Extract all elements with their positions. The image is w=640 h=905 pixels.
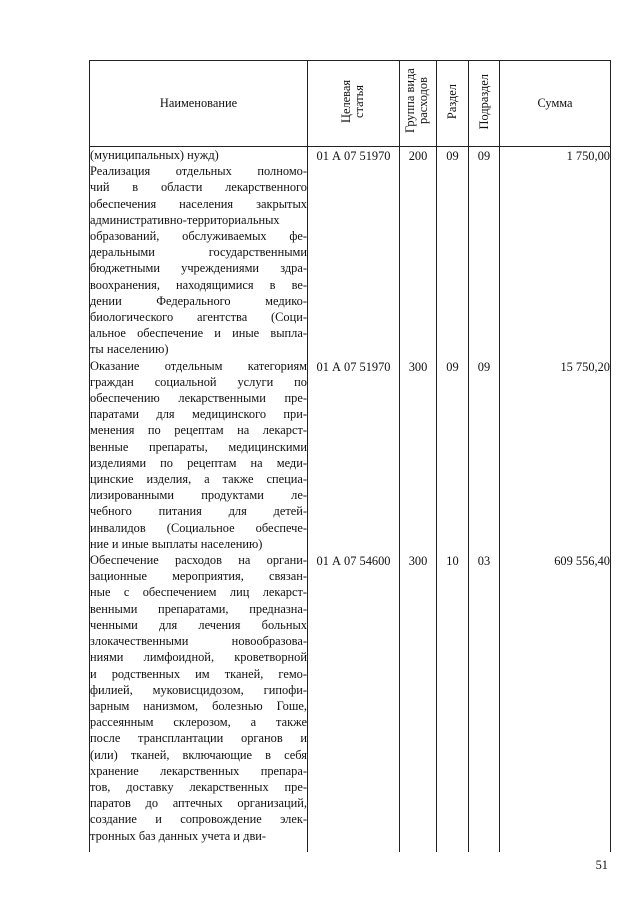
- row-subsection: 09: [469, 358, 500, 552]
- row-name-line: образований, обслуживаемых фе-: [90, 229, 307, 244]
- row-name-line: (или) тканей, включающие в себя: [90, 747, 307, 762]
- header-sum: Сумма: [500, 61, 611, 147]
- row-group: 300: [400, 358, 437, 552]
- row-section: 09: [437, 358, 469, 552]
- row-name-line: после трансплантации органов и: [90, 731, 307, 746]
- row-section: 10: [437, 552, 469, 844]
- row-name-line: биологического агентства (Соци-: [90, 310, 307, 325]
- header-group-label: Группа вида расходов: [403, 69, 430, 134]
- row-name-line: лизированными продуктами ле-: [90, 488, 307, 503]
- row-name-line: обеспечению лекарственными пре-: [90, 391, 307, 406]
- table-row: [90, 358, 611, 552]
- row-name-line: зационные мероприятия, связан-: [90, 569, 307, 584]
- row-name-line: ченными для лечения больных: [90, 617, 307, 632]
- row-name-line: (муниципальных) нужд): [90, 148, 219, 162]
- row-subsection: 03: [469, 552, 500, 844]
- table-row: [90, 552, 611, 844]
- row-name-line: паратов до аптечных организаций,: [90, 796, 307, 811]
- row-name-line: венные препараты, медицинскими: [90, 439, 307, 454]
- row-section: 09: [437, 147, 469, 358]
- row-name-line: тронных баз данных учета и дви-: [90, 828, 267, 843]
- row-name: [90, 358, 308, 552]
- row-name-line: паратами для медицинского при-: [90, 407, 307, 422]
- row-name-line: Обеспечение расходов на органи-: [90, 553, 307, 568]
- row-name-line: и родственных им тканей, гемо-: [90, 666, 307, 681]
- header-target-label: Целевая статья: [338, 79, 366, 123]
- row-name-line: чий в области лекарственного: [90, 180, 307, 195]
- row-name-line: зарным нанизмом, болезнью Гоше,: [90, 698, 307, 713]
- row-name-line: ние и иные выплаты населению): [90, 536, 263, 551]
- row-name-line: создание и сопровождение элек-: [90, 812, 307, 827]
- table-header-row: [90, 61, 611, 147]
- row-name-line: менения по рецептам на лекарст-: [90, 423, 307, 438]
- row-target: 01 А 07 51970: [308, 358, 400, 552]
- row-name-line: злокачественными новообразова-: [90, 634, 307, 649]
- row-name: [90, 147, 308, 358]
- row-name-line: филией, муковисцидозом, гипофи-: [90, 682, 307, 697]
- header-section-label: Раздел: [445, 83, 459, 119]
- row-group: 200: [400, 147, 437, 358]
- row-name-line: изделиями по рецептам на меди-: [90, 455, 307, 470]
- row-name-line: тов, доставку лекарственных пре-: [90, 779, 307, 794]
- row-name-line: административно-территориальных: [90, 212, 280, 227]
- row-sum: 1 750,00: [500, 147, 611, 358]
- row-name-line: Оказание отдельным категориям: [90, 358, 307, 373]
- row-name: [90, 552, 308, 844]
- row-name-line: Реализация отдельных полномо-: [90, 164, 307, 179]
- header-section: [437, 61, 469, 147]
- row-name-line: ты населению): [90, 342, 169, 357]
- header-group: [400, 61, 437, 147]
- row-name-line: бюджетными учреждениями здра-: [90, 261, 307, 276]
- row-name-line: цинские изделия, а также специа-: [90, 472, 307, 487]
- table-row: [90, 147, 611, 358]
- row-name-line: венными препаратами, предназна-: [90, 601, 307, 616]
- row-name-line: ные с обеспечением лиц лекарст-: [90, 585, 307, 600]
- row-name-line: граждан социальной услуги по: [90, 374, 307, 389]
- row-subsection: 09: [469, 147, 500, 358]
- row-sum: 15 750,20: [500, 358, 611, 552]
- row-name-line: альное обеспечение и иные выпла-: [90, 326, 307, 341]
- row-sum: 609 556,40: [500, 552, 611, 844]
- budget-table: [89, 60, 611, 852]
- header-subsection: [469, 61, 500, 147]
- header-name: Наименование: [90, 61, 308, 147]
- row-name-line: рассеянным склерозом, а также: [90, 715, 307, 730]
- row-target: 01 А 07 51970: [308, 147, 400, 358]
- row-name-line: обеспечения населения закрытых: [90, 196, 307, 211]
- row-name-line: воохранения, находящимися в ве-: [90, 277, 307, 292]
- row-name-line: хранение лекарственных препара-: [90, 763, 307, 778]
- row-target: 01 А 07 54600: [308, 552, 400, 844]
- row-name-line: инвалидов (Социальное обеспече-: [90, 520, 307, 535]
- row-name-line: дении Федерального медико-: [90, 293, 307, 308]
- page-number: 51: [595, 858, 608, 872]
- header-subsection-label: Подраздел: [476, 73, 491, 130]
- row-name-line: чебного питания для детей-: [90, 504, 307, 519]
- row-group: 300: [400, 552, 437, 844]
- row-name-line: деральными государственными: [90, 245, 307, 260]
- header-target: [308, 61, 400, 147]
- row-name-line: ниями лимфоидной, кроветворной: [90, 650, 307, 665]
